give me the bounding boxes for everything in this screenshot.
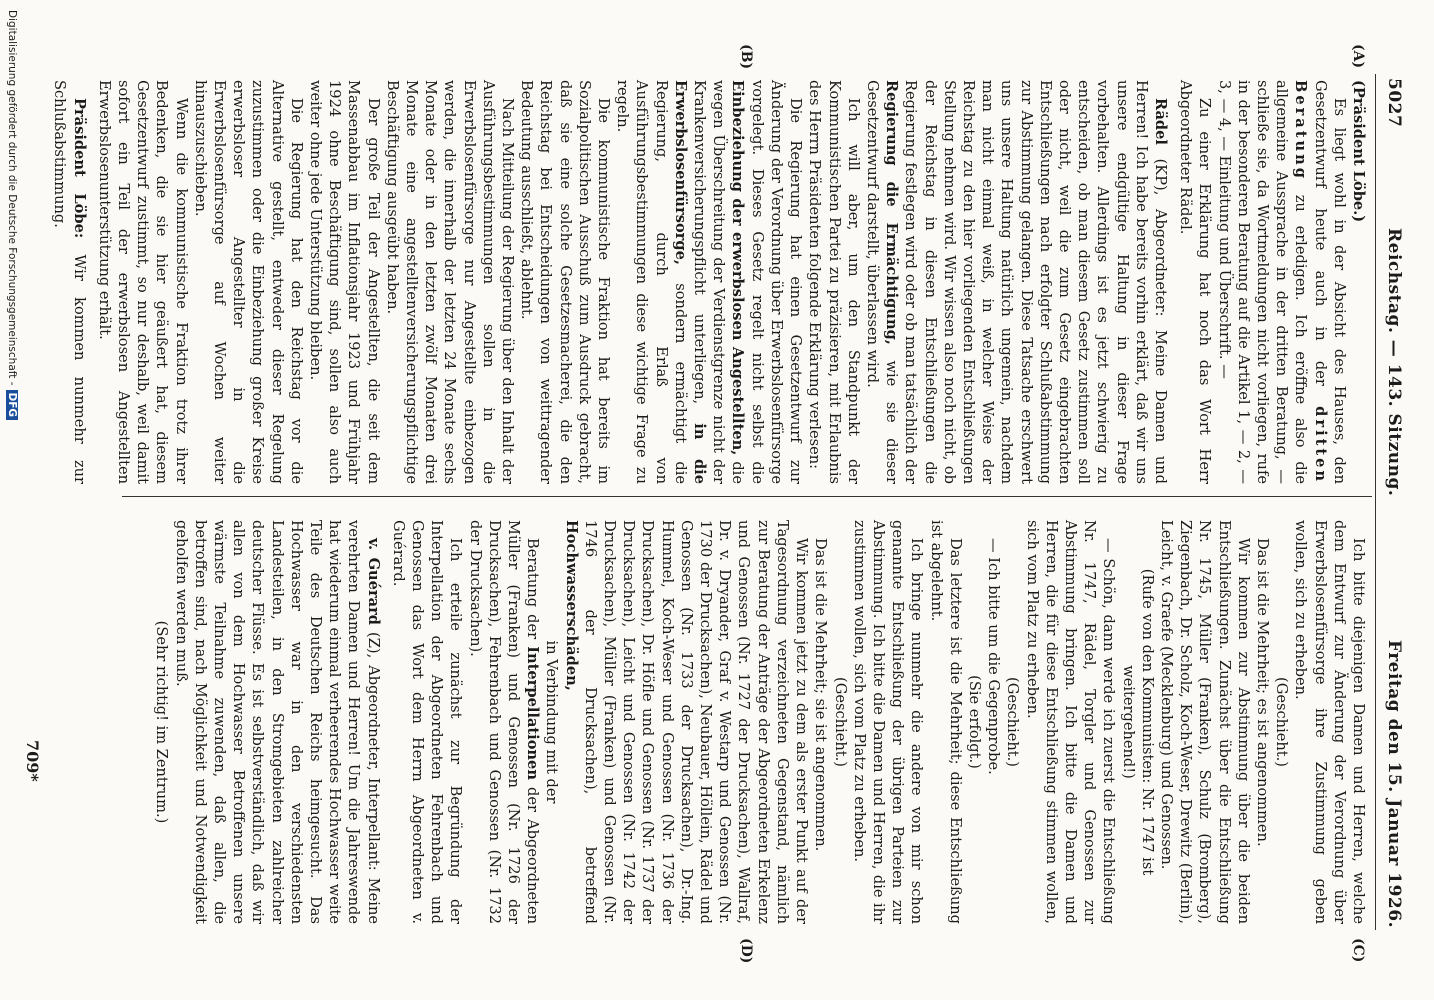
paragraph: Ich erteile zunächst zur Begründung der Interpellation der Abgeordneten Fehrenbach und Genossen das Wort dem Herrn Abgeordneten v. Guérard.	[389, 520, 465, 924]
paragraph: Die Regierung hat den Reichstag vor die Alternative gestellt, entweder dieser Regelung zuzustimmen oder die Einbeziehung großer Kreise erwerbsloser Angestellter in die Erwerbslosenfürsorge auf Wochen weiter hinauszuschieben.	[191, 80, 305, 484]
reaction: (Sie erfolgt.)	[965, 675, 983, 769]
paragraph: Ich bitte diejenigen Damen und Herren, welche dem Entwurf zur Änderung der Verordnung über Erwerbslosenfürsorge ihre Zustimmung geben wollen, sich zu erheben.	[1292, 520, 1367, 924]
paragraph: Die kommunistische Fraktion hat bereits im Sozialpolitischen Ausschuß zum Ausdruck gebracht, daß sie eine solche Gesetzesmacherei, die den Reichstag bei Entscheidungen von weittragender Bedeutung ausschließt, ablehnt.	[518, 80, 613, 484]
paragraph: Das ist die Mehrheit; sie ist angenommen.	[812, 538, 830, 852]
speaker-name: Präsident Löbe:	[70, 98, 88, 239]
reaction: (Geschieht.)	[831, 677, 849, 767]
header-title-right: Freitag den 15. Januar 1926.	[1384, 639, 1404, 928]
header-title-left: Reichstag. — 143. Sitzung.	[1384, 228, 1404, 497]
paragraph: v. Guérard (Z), Abgeordneter, Interpellant: Meine verehrten Damen und Herren! Um die Jahreswende hat wiederum einmal verheerendes Hochwasser weite Teile des Deutschen Reichs heimgesucht. Das Hochwasser war in den verschiedensten Landesteilen, in den Stromgebieten zahlreicher deutscher Flüsse. Es ist selbstverständlich, daß wir allen von dem Hochwasser Betroffenen unsere wärmste Teilnahme zuwenden, daß allen, die betroffen sind, nach Möglichkeit und Notwendigkeit geholfen werden muß.	[172, 520, 382, 924]
speaker-label: (Präsident Löbe.)	[1350, 80, 1367, 223]
reaction: (Sehr richtig! im Zentrum.)	[153, 620, 171, 824]
paragraph: Das ist die Mehrheit; es ist angenommen.	[1253, 538, 1271, 847]
paragraph: Wenn die kommunistische Fraktion trotz ihrer Bedenken, die sie hier geäußert hat, diesem Gesetzentwurf zustimmt, so nur deshalb, weil damit sofort ein Teil der erwerbslosen Angestellten Erwerbslosenunterstützung erhält.	[95, 80, 190, 484]
paragraph: Präsident Löbe: Wir kommen nunmehr zur Schlußabstimmung.	[51, 80, 88, 485]
paragraph: Es liegt wohl in der Absicht des Hauses, den Gesetzentwurf heute auch in der dritten Beratung zu erledigen. Ich eröffne also die allgemeine Aussprache in der dritten Beratung, — schließe sie, da Wortmeldungen nicht vorliegen, rufe in der besonderen Beratung auf die Artikel 1, — 2, — 3, — 4, — Einleitung und Überschrift. —	[1215, 80, 1348, 485]
reaction: (Rufe von den Kommunisten: Nr. 1747 ist weitergehend!)	[1119, 568, 1156, 876]
margin-letter-c: (C)	[1350, 938, 1366, 963]
left-text-column	[51, 80, 1368, 485]
page-header	[1378, 78, 1404, 928]
footer-page-number: 709*	[23, 740, 42, 782]
dfg-logo: DFG	[6, 390, 18, 421]
paragraph: in Verbindung mit der	[543, 640, 561, 804]
reaction: (Geschieht.)	[1004, 677, 1022, 767]
right-text-column	[78, 520, 1368, 924]
paragraph: Das letztere ist die Mehrheit; diese Entschließung ist abgelehnt.	[927, 520, 964, 924]
paragraph: Ich will aber, um den Standpunkt der Kommunistischen Partei zu präzisieren, mit Erlaubnis des Herrn Präsidenten folgende Erklärung verlesen:	[806, 80, 862, 484]
margin-letter-d: (D)	[738, 938, 754, 964]
paragraph: Beratung der Interpellationen der Abgeordneten Müller (Franken) und Genossen (Nr. 1726 der Drucksachen), Fehrenbach und Genossen (Nr. 1732 der Drucksachen).	[466, 520, 542, 925]
speaker-name: Rädel	[1151, 98, 1169, 145]
margin-letter-a: (A)	[1350, 44, 1366, 69]
column-divider	[122, 496, 1372, 497]
paragraph: Der große Teil der Angestellten, die seit dem Massenabbau im Inflationsjahr 1923 und Frühjahr 1924 ohne Beschäftigung sind, sollen also auch weiter ohne jede Unterstützung bleiben.	[307, 80, 382, 484]
paragraph: Rädel (KP), Abgeordneter: Meine Damen und Herren! Ich habe bereits vorhin erklärt, daß wir uns unsere endgültige Haltung in dieser Frage vorbehalten. Allerdings ist es jetzt schwierig zu entscheiden, ob man diesem Gesetz zustimmen soll oder nicht, weil die zum Gesetz eingebrachten Entschließungen nach erfolgter Schlußabstimmung zur Abstimmung gelangen. Diese Tatsache erschwert uns unsere Haltung natürlich ungemein, nachdem man nicht einmal weiß, in welcher Weise der Reichstag zu den hier vorliegenden Entschließungen Stellung nehmen wird. Wir wissen also noch nicht, ob der Reichstag in diesen Entschließungen die Regierung festlegen wird oder ob man tatsächlich der Regierung die Ermächtigung, wie sie dieser Gesetzentwurf darstellt, überlassen wird.	[863, 80, 1169, 484]
paragraph: Die Regierung hat einen Gesetzentwurf zur Änderung der Verordnung über Erwerbslosenfürsorge vorgelegt. Dieses Gesetz regelt nicht selbst die Einbeziehung der erwerbslosen Angestellten, die wegen Überschreitung der Verdienstgrenze nicht der Krankenversicherungspflicht unterliegen, in die Erwerbslosenfürsorge, sondern ermächtigt die Regierung, durch Erlaß von Ausführungsbestimmungen diese wichtige Frage zu regeln.	[614, 80, 805, 485]
reaction: (Geschieht.)	[1273, 677, 1291, 767]
paragraph: Wir kommen zur Abstimmung über die beiden Entschließungen. Zunächst über die Entschließung Nr. 1745, Müller (Franken), Schulz (Bromberg), Ziegenbach, Dr. Scholz, Koch-Weser, Drewitz (Berlin), Leicht, v. Graefe (Mecklenburg) und Genossen.	[1157, 520, 1252, 924]
speaker-name: v. Guérard	[364, 538, 382, 625]
paragraph: — Schön, dann werde ich zuerst die Entschließung Nr. 1747, Rädel, Torgler und Genossen zur Abstimmung bringen. Ich bitte die Damen und Herren, die für diese Entschließung stimmen wollen, sich vom Platz zu erheben.	[1023, 520, 1118, 924]
digitization-credit: Digitalisierung gefördert durch die Deutsche Forschungsgemeinschaft -DFG	[6, 10, 18, 1000]
margin-letter-b: (B)	[738, 44, 754, 70]
header-rule	[1375, 74, 1376, 930]
paragraph: — Ich bitte um die Gegenprobe.	[985, 538, 1003, 775]
paragraph: Zu einer Erklärung hat noch das Wort Herr Abgeordneter Rädel.	[1177, 80, 1214, 484]
paragraph: Wir kommen jetzt zu dem als erster Punkt auf der Tagesordnung verzeichneten Gegenstand, nämlich zur Beratung der Anträge der Abgeordneten Erkelenz und Genossen (Nr. 1727 der Drucksachen), Wallraf, Dr. v. Dryander, Graf v. Westarp und Genossen (Nr. 1730 der Drucksachen), Neubauer, Höllein, Rädel und Genossen (Nr. 1733 der Drucksachen), Dr.-Ing. Hummel, Koch-Weser und Genossen (Nr. 1736 der Drucksachen), Dr. Höfle und Genossen (Nr. 1737 der Drucksachen), Leicht und Genossen (Nr. 1742 der Drucksachen), Müller (Franken) und Genossen (Nr. 1746 der Drucksachen), betreffend Hochwasserschäden,	[562, 520, 811, 924]
paragraph: Nach Mitteilung der Regierung über den Inhalt der Ausführungsbestimmungen sollen in die Erwerbslosenfürsorge nur Angestellte einbezogen werden, die innerhalb der letzten 24 Monate sechs Monate oder in den letzten zwölf Monaten drei Monate eine angestelltenversicherungspflichtige Beschäftigung ausgeübt haben.	[383, 80, 517, 484]
header-page-number: 5027	[1384, 78, 1404, 128]
paragraph: Ich bringe nunmehr die andere von mir schon genannte Entschließung der übrigen Parteien zur Abstimmung. Ich bitte die Damen und Herren, die ihr zustimmen wollen, sich vom Platz zu erheben.	[850, 520, 926, 924]
